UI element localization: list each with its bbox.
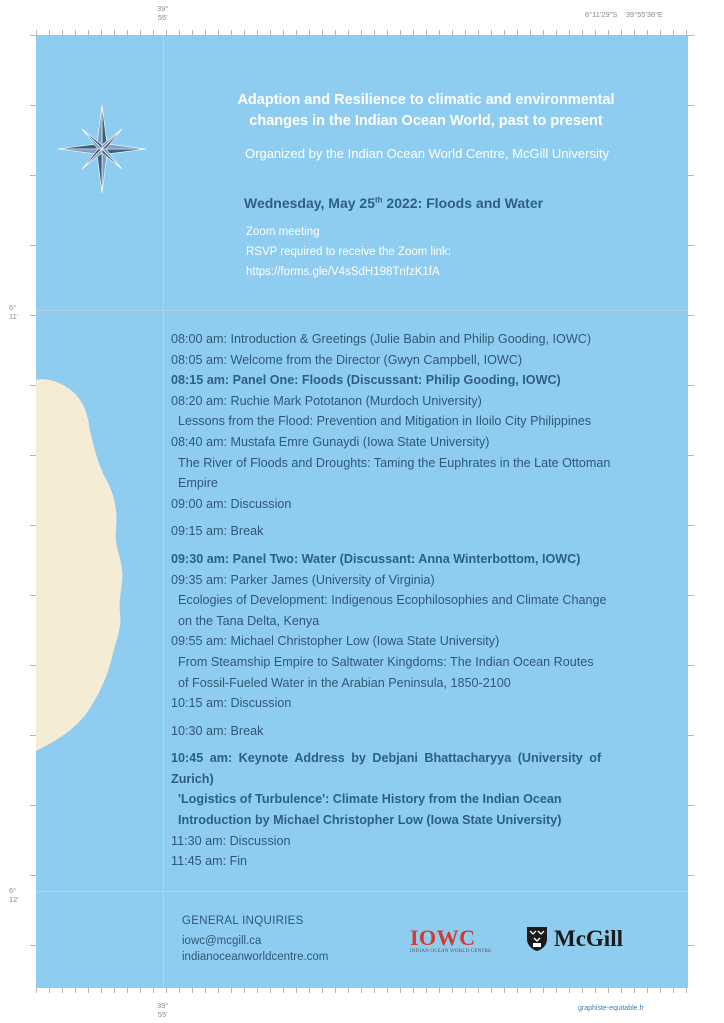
coord-text: 6° — [9, 303, 17, 312]
program-item: 08:40 am: Mustafa Emre Gunaydi (Iowa State University) — [171, 434, 490, 449]
bottom-longitude-label — [157, 1001, 168, 1019]
map-sheet — [36, 35, 688, 988]
coord-text: 39° — [157, 1001, 169, 1010]
left-latitude-label-b — [9, 886, 19, 904]
coord-text: 11' — [9, 312, 19, 321]
zoom-line: RSVP required to receive the Zoom link: — [246, 246, 451, 258]
talk-title: of Fossil-Fueled Water in the Arabian Peninsula, 1850-2100 — [178, 675, 511, 690]
coord-text: 6°11'29"S — [585, 10, 618, 19]
program-item: 08:00 am: Introduction & Greetings (Julie Babin and Philip Gooding, IOWC) — [171, 332, 592, 346]
mcgill-wordmark: McGill — [554, 926, 623, 951]
title-line: Adaption and Resilience to climatic and environmental — [237, 92, 615, 108]
contact-email[interactable]: iowc@mcgill.ca — [182, 935, 262, 947]
program-item: 09:15 am: Break — [171, 524, 264, 539]
coord-text: 39°55'36"E — [625, 10, 663, 19]
coord-text: 55' — [157, 13, 168, 22]
title-line: changes in the Indian Ocean World, past to present — [249, 113, 603, 129]
day-ordinal: th — [374, 195, 383, 205]
program-item: 11:30 am: Discussion — [171, 833, 291, 848]
talk-title: The River of Floods and Droughts: Taming the Euphrates in the Late Ottoman — [178, 455, 611, 470]
grid-line-vertical — [163, 35, 164, 988]
program-item: 09:35 am: Parker James (University of Virginia) — [171, 572, 435, 587]
iowc-logo — [410, 925, 508, 954]
day-text: Wednesday, May 25 — [244, 195, 375, 211]
panel-heading: 08:15 am: Panel One: Floods (Discussant: Philip Gooding, IOWC) — [171, 373, 561, 388]
keynote-heading: 10:45 am: Keynote Address by Debjani Bhattacharyya (University of — [171, 751, 602, 766]
coord-text: 6° — [9, 886, 17, 895]
mcgill-crest-icon — [526, 926, 548, 952]
talk-title: Ecologies of Development: Indigenous Ecophilosophies and Climate Change — [178, 593, 607, 608]
coord-text: 55' — [157, 1010, 168, 1019]
talk-title: Empire — [178, 476, 218, 491]
right-ruler — [688, 35, 694, 988]
left-latitude-label-a — [9, 303, 18, 321]
coord-text: 39° — [157, 4, 169, 13]
top-right-coordinates — [585, 10, 663, 19]
event-subtitle: Organized by the Indian Ocean World Centre, McGill University — [245, 146, 609, 161]
compass-rose-icon — [56, 103, 148, 195]
talk-title: Lessons from the Flood: Prevention and Mitigation in Iloilo City Philippines — [178, 414, 592, 429]
zoom-info — [246, 222, 451, 282]
grid-line-horizontal — [36, 891, 688, 892]
program-item: 10:15 am: Discussion — [171, 696, 292, 711]
rsvp-link[interactable]: https://forms.gle/V4sSdH198TnfzK1fA — [246, 266, 440, 278]
grid-line-horizontal — [36, 310, 688, 311]
keynote-heading: Zurich) — [171, 771, 214, 786]
talk-title: From Steamship Empire to Saltwater Kingdoms: The Indian Ocean Routes — [178, 654, 594, 669]
zoom-line: Zoom meeting — [246, 226, 320, 238]
general-inquiries-heading: GENERAL INQUIRIES — [182, 915, 304, 927]
bottom-ruler — [36, 988, 688, 993]
designer-credit[interactable]: graphiste-equitable.fr — [578, 1005, 644, 1012]
iowc-logo-subtext: INDIAN OCEAN WORLD CENTRE — [410, 949, 492, 954]
program-item: 10:30 am: Break — [171, 723, 264, 738]
mcgill-logo — [526, 926, 623, 952]
program-item: 11:45 am: Fin — [171, 854, 248, 869]
keynote-intro: Introduction by Michael Christopher Low (Iowa State University) — [178, 813, 562, 828]
program-item: 08:05 am: Welcome from the Director (Gwyn Campbell, IOWC) — [171, 352, 523, 367]
day-text: 2022: Floods and Water — [382, 195, 544, 211]
program-item: 09:00 am: Discussion — [171, 496, 292, 511]
event-title — [216, 90, 636, 132]
program-item: 09:55 am: Michael Christopher Low (Iowa State University) — [171, 634, 500, 649]
program-schedule — [171, 329, 656, 872]
keynote-title: 'Logistics of Turbulence': Climate History from the Indian Ocean — [178, 792, 562, 807]
talk-title: on the Tana Delta, Kenya — [178, 613, 320, 628]
top-longitude-label — [157, 4, 168, 22]
coord-text: 12' — [9, 895, 19, 904]
session-day-heading — [244, 195, 543, 211]
contact-website[interactable]: indianoceanworldcentre.com — [182, 951, 329, 963]
program-item: 08:20 am: Ruchie Mark Pototanon (Murdoch University) — [171, 393, 482, 408]
panel-heading: 09:30 am: Panel Two: Water (Discussant: Anna Winterbottom, IOWC) — [171, 551, 581, 566]
iowc-logo-text: IOWC — [410, 925, 476, 950]
